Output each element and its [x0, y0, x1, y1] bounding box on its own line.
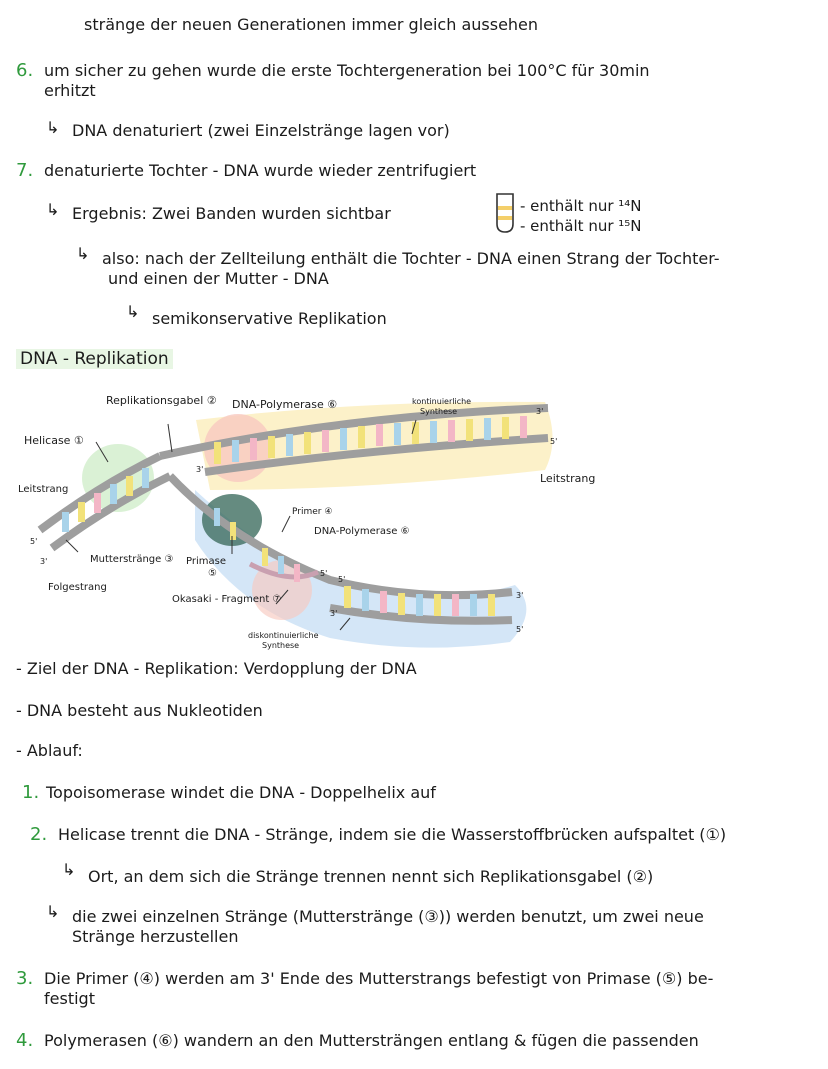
tube-label-14n: - enthält nur ¹⁴N	[520, 197, 642, 215]
label-5prime-lagging-end: 5'	[516, 625, 524, 634]
label-5prime-lagging: 5'	[338, 575, 346, 584]
label-synthese-top: Synthese	[420, 407, 458, 416]
step-1-number: 1.	[22, 782, 40, 803]
step-2-sub-2: die zwei einzelnen Stränge (Mutterstränge (③)) werden benutzt, um zwei neue	[72, 907, 704, 926]
step-4-number: 4.	[16, 1030, 34, 1051]
sub-arrow-icon: ↳	[126, 302, 140, 321]
step-3-number: 3.	[16, 968, 34, 989]
step-7-number: 7.	[16, 160, 34, 181]
step-1-text: Topoisomerase windet die DNA - Doppelhelix auf	[46, 783, 436, 802]
label-diskontinuierliche: diskontinuierliche	[248, 631, 319, 640]
goal-line: - Ziel der DNA - Replikation: Verdopplung der DNA	[16, 659, 417, 678]
label-3prime-parent: 3'	[40, 557, 48, 566]
label-mutterstraenge: Mutterstränge ③	[90, 554, 174, 565]
step-7-text: denaturierte Tochter - DNA wurde wieder zentrifugiert	[44, 161, 477, 180]
step-7-result: Ergebnis: Zwei Banden wurden sichtbar	[72, 204, 391, 223]
test-tube-icon	[493, 192, 517, 236]
label-leitstrang-right: Leitstrang	[540, 472, 596, 485]
label-primase: Primase	[186, 556, 226, 567]
label-3prime-lagging-end: 3'	[516, 591, 524, 600]
step-7-conclusion: semikonservative Replikation	[152, 309, 387, 328]
step-7-also: also: nach der Zellteilung enthält die Tochter - DNA einen Strang der Tochter-	[102, 249, 720, 268]
label-dna-polymerase-bottom: DNA-Polymerase ⑥	[314, 526, 410, 537]
label-folgestrang: Folgestrang	[48, 582, 107, 593]
line-continuation: stränge der neuen Generationen immer gleich aussehen	[84, 15, 539, 34]
sub-arrow-icon: ↳	[62, 860, 76, 879]
step-6-number: 6.	[16, 60, 34, 81]
label-helicase: Helicase ①	[24, 434, 84, 447]
step-2-sub-2-cont: Stränge herzustellen	[72, 927, 239, 946]
replication-diagram	[0, 380, 828, 660]
sub-arrow-icon: ↳	[46, 902, 60, 921]
step-6-text: um sicher zu gehen wurde die erste Tochtergeneration bei 100°C für 30min	[44, 61, 650, 80]
sub-arrow-icon: ↳	[76, 244, 90, 263]
ablauf-line: - Ablauf:	[16, 741, 83, 760]
section-title: DNA - Replikation	[16, 350, 173, 368]
tube-label-15n: - enthält nur ¹⁵N	[520, 217, 642, 235]
step-4-text: Polymerasen (⑥) wandern an den Muttersträngen entlang & fügen die passenden	[44, 1031, 699, 1050]
step-6-sub: DNA denaturiert (zwei Einzelstränge lagen vor)	[72, 121, 450, 140]
label-5prime-primer: 5'	[320, 569, 328, 578]
step-6-text-cont: erhitzt	[44, 81, 96, 100]
label-leitstrang-left: Leitstrang	[18, 484, 69, 495]
label-kontinuierliche: kontinuierliche	[412, 397, 472, 406]
step-2-text: Helicase trennt die DNA - Stränge, indem sie die Wasserstoffbrücken aufspaltet (①)	[58, 825, 727, 844]
step-2-number: 2.	[30, 824, 48, 845]
sub-arrow-icon: ↳	[46, 118, 60, 137]
label-synthese-bottom: Synthese	[262, 641, 300, 650]
label-3prime-fragment: 3'	[330, 609, 338, 618]
label-5prime-parent: 5'	[30, 537, 38, 546]
label-primer: Primer ④	[292, 507, 333, 517]
label-3prime-leading: 3'	[536, 407, 544, 416]
step-7-also-cont: und einen der Mutter - DNA	[108, 269, 329, 288]
step-3-cont: festigt	[44, 989, 95, 1008]
step-3-text: Die Primer (④) werden am 3' Ende des Mutterstrangs befestigt von Primase (⑤) be-	[44, 969, 714, 988]
consists-line: - DNA besteht aus Nukleotiden	[16, 701, 263, 720]
label-replikationsgabel: Replikationsgabel ②	[106, 394, 217, 407]
label-primase-number: ⑤	[208, 568, 217, 579]
sub-arrow-icon: ↳	[46, 200, 60, 219]
label-3prime-fork: 3'	[196, 465, 204, 474]
step-2-sub-1: Ort, an dem sich die Stränge trennen nennt sich Replikationsgabel (②)	[88, 867, 654, 886]
label-5prime-leading: 5'	[550, 437, 558, 446]
label-dna-polymerase-top: DNA-Polymerase ⑥	[232, 398, 338, 411]
label-okasaki-fragment: Okasaki - Fragment ⑦	[172, 594, 282, 605]
